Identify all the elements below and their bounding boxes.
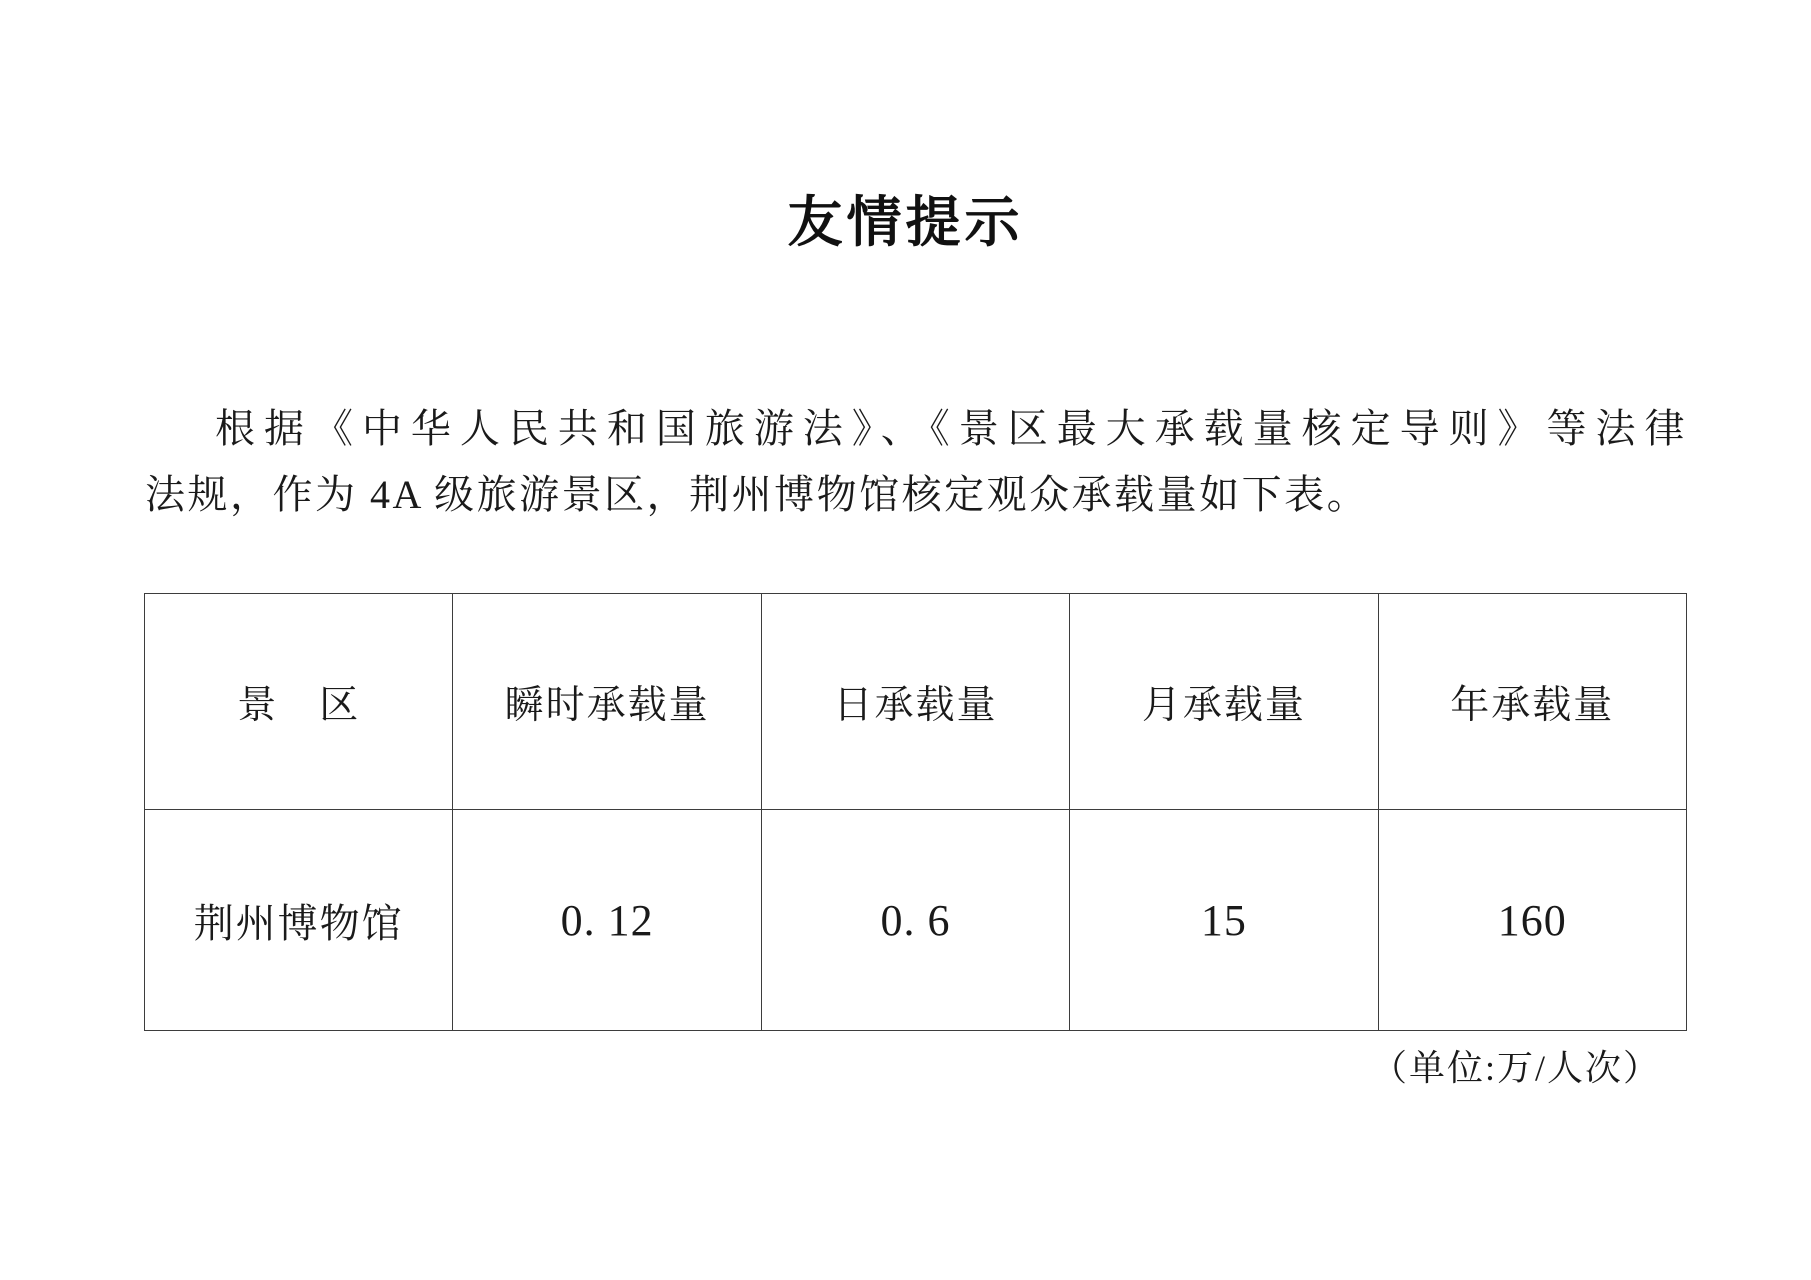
intro-line-2: 法规，作为 4A 级旅游景区，荆州博物馆核定观众承载量如下表。 — [145, 472, 1370, 517]
cell-monthly-capacity-value: 15 — [1070, 810, 1378, 1031]
cell-scenic-area-name: 荆州博物馆 — [145, 810, 453, 1031]
capacity-table — [144, 593, 1687, 1031]
capacity-table-data-row — [145, 810, 1687, 1031]
header-cell-monthly-capacity: 月承载量 — [1070, 594, 1378, 810]
intro-paragraph — [145, 396, 1687, 528]
intro-line-1: 根据《中华人民共和国旅游法》、《景区最大承载量核定导则》等法律 — [215, 406, 1687, 451]
header-cell-scenic-area: 景 区 — [145, 594, 453, 810]
header-cell-instant-capacity: 瞬时承载量 — [453, 594, 761, 810]
cell-instant-capacity-value: 0. 12 — [453, 810, 761, 1031]
capacity-table-header-row — [145, 594, 1687, 810]
cell-yearly-capacity-value: 160 — [1378, 810, 1686, 1031]
header-cell-daily-capacity: 日承载量 — [761, 594, 1069, 810]
header-cell-yearly-capacity: 年承载量 — [1378, 594, 1686, 810]
unit-note: （单位:万/人次） — [1370, 1048, 1661, 1088]
cell-daily-capacity-value: 0. 6 — [761, 810, 1069, 1031]
page-title: 友情提示 — [787, 192, 1024, 253]
